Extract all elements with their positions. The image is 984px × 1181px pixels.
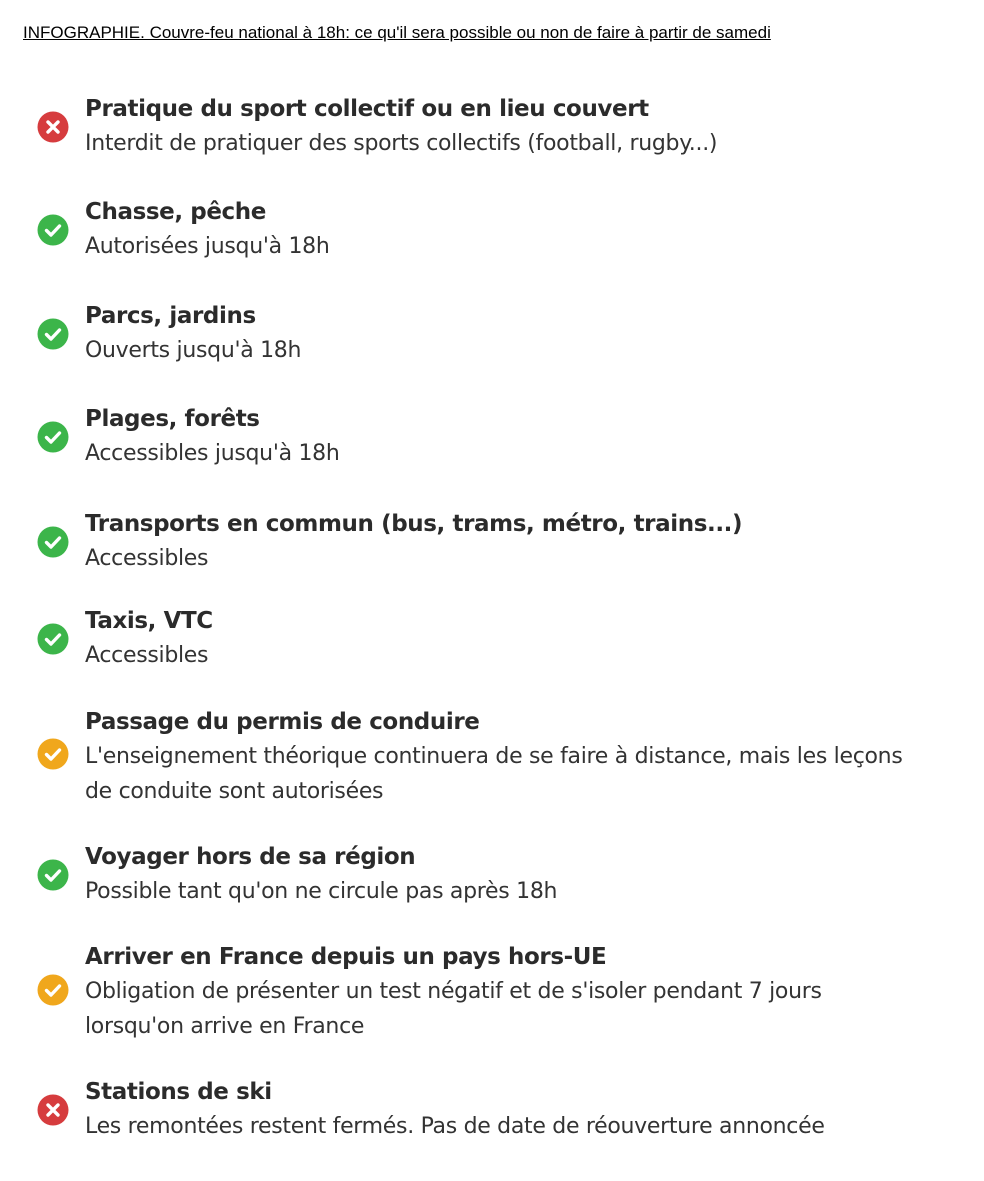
rule-title: Transports en commun (bus, trams, métro, trains...) — [85, 511, 743, 537]
rule-description: Les remontées restent fermés. Pas de date de réouverture annoncée — [85, 1114, 825, 1139]
rule-description: Autorisées jusqu'à 18h — [85, 234, 330, 259]
rule-text — [85, 1075, 925, 1144]
check-circle-icon — [37, 738, 69, 770]
rule-title: Parcs, jardins — [85, 303, 256, 329]
rule-text — [85, 92, 925, 161]
rule-title: Taxis, VTC — [85, 608, 213, 634]
rule-text — [85, 705, 925, 809]
check-circle-icon — [37, 318, 69, 350]
rule-text — [85, 604, 925, 673]
rule-text — [85, 299, 925, 368]
check-circle-icon — [37, 623, 69, 655]
rule-title: Pratique du sport collectif ou en lieu couvert — [85, 96, 649, 122]
rule-description: Accessibles — [85, 546, 209, 571]
rule-title: Chasse, pêche — [85, 199, 266, 225]
rule-description: Possible tant qu'on ne circule pas après 18h — [85, 879, 558, 904]
rule-description: Accessibles jusqu'à 18h — [85, 441, 340, 466]
check-circle-icon — [37, 421, 69, 453]
rule-description: Obligation de présenter un test négatif et de s'isoler pendant 7 jours lorsqu'on arrive en France — [85, 979, 822, 1039]
rule-text — [85, 402, 925, 471]
rule-title: Plages, forêts — [85, 406, 260, 432]
page-title: INFOGRAPHIE. Couvre-feu national à 18h: ce qu'il sera possible ou non de faire à partir de samedi — [23, 23, 771, 42]
rule-title: Passage du permis de conduire — [85, 709, 480, 735]
rule-description: Interdit de pratiquer des sports collectifs (football, rugby...) — [85, 131, 718, 156]
cross-circle-icon — [37, 111, 69, 143]
rule-text — [85, 195, 925, 264]
rule-description: L'enseignement théorique continuera de se faire à distance, mais les leçons de conduite sont autorisées — [85, 744, 903, 804]
rule-text — [85, 940, 925, 1044]
rule-description: Accessibles — [85, 643, 209, 668]
rule-title: Arriver en France depuis un pays hors-UE — [85, 944, 607, 970]
rule-description: Ouverts jusqu'à 18h — [85, 338, 302, 363]
rule-title: Voyager hors de sa région — [85, 844, 416, 870]
check-circle-icon — [37, 859, 69, 891]
check-circle-icon — [37, 526, 69, 558]
check-circle-icon — [37, 974, 69, 1006]
cross-circle-icon — [37, 1094, 69, 1126]
rule-text — [85, 507, 925, 576]
rule-text — [85, 840, 925, 909]
check-circle-icon — [37, 214, 69, 246]
rule-title: Stations de ski — [85, 1079, 272, 1105]
